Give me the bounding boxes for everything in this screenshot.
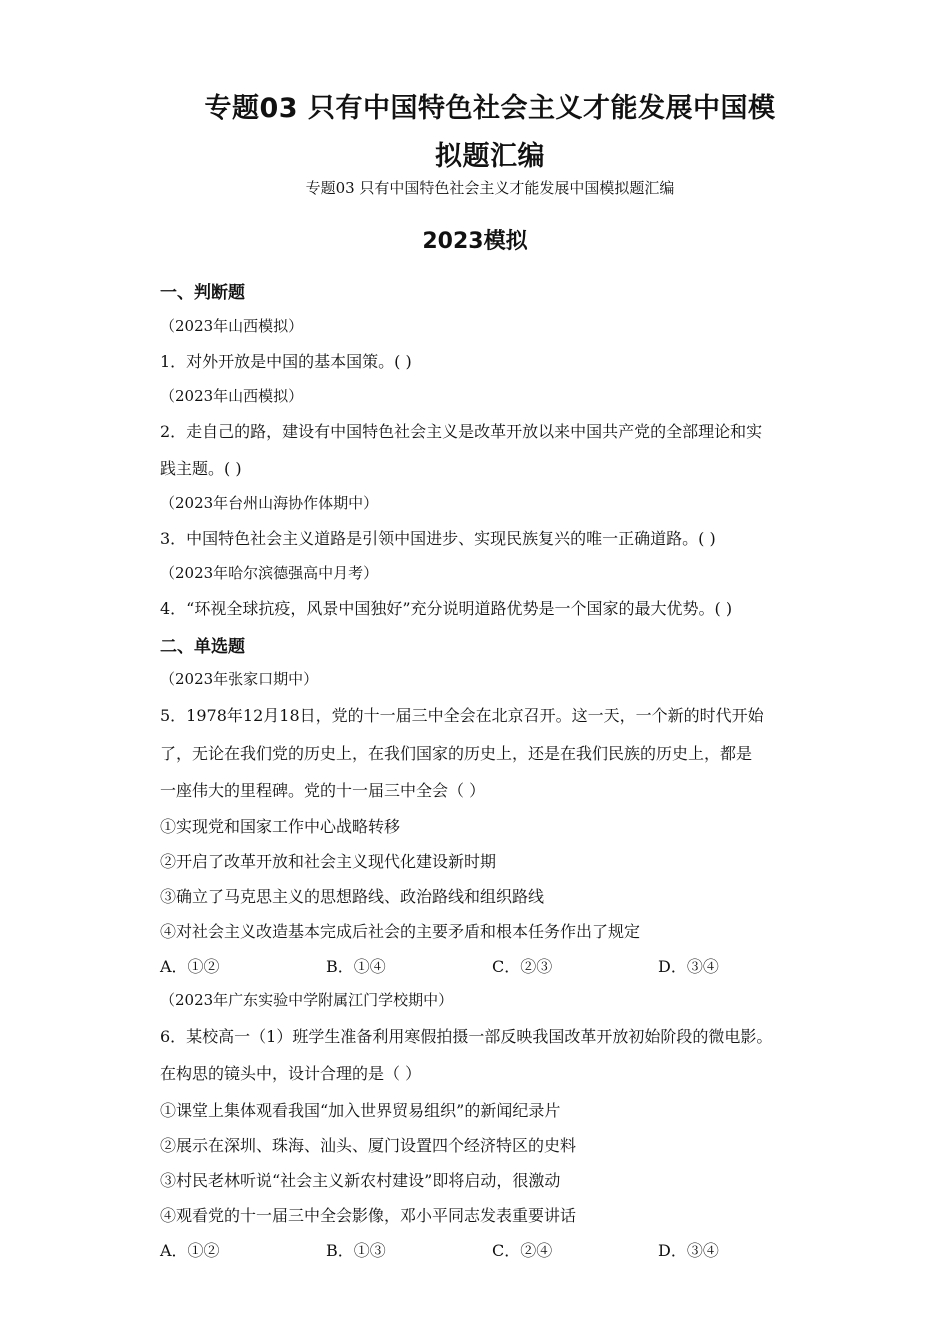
document-title-line2: 拟题汇编 bbox=[435, 141, 545, 172]
question-1-source: （2023年山西模拟） bbox=[160, 317, 304, 335]
question-5-line1: 5．1978年12月18日，党的十一届三中全会在北京召开。这一天，一个新的时代开始 bbox=[160, 706, 764, 725]
question-6-item-1: ①课堂上集体观看我国“加入世界贸易组织”的新闻纪录片 bbox=[160, 1101, 561, 1120]
question-6-line2: 在构思的镜头中，设计合理的是（ ） bbox=[160, 1064, 422, 1083]
question-1-text: 1．对外开放是中国的基本国策。( ) bbox=[160, 352, 412, 371]
question-5-item-2: ②开启了改革开放和社会主义现代化建设新时期 bbox=[160, 852, 497, 871]
question-6-item-2: ②展示在深圳、珠海、汕头、厦门设置四个经济特区的史料 bbox=[160, 1136, 577, 1155]
question-5-option-d: D．③④ bbox=[658, 957, 719, 976]
section-heading-judge: 一、判断题 bbox=[160, 283, 245, 303]
question-5-source: （2023年张家口期中） bbox=[160, 670, 319, 688]
question-5-line3: 一座伟大的里程碑。党的十一届三中全会（ ） bbox=[160, 781, 486, 800]
question-2-line2: 践主题。( ) bbox=[160, 459, 242, 478]
question-5-option-b: B．①④ bbox=[326, 957, 386, 976]
question-4-text: 4．“环视全球抗疫，风景中国独好”充分说明道路优势是一个国家的最大优势。( ) bbox=[160, 599, 733, 618]
question-6-item-3: ③村民老林听说“社会主义新农村建设”即将启动，很激动 bbox=[160, 1171, 561, 1190]
document-title-line1: 专题03 只有中国特色社会主义才能发展中国模 bbox=[204, 93, 776, 124]
question-5-option-a: A．①② bbox=[160, 957, 220, 976]
section-heading-single: 二、单选题 bbox=[160, 637, 245, 657]
question-3-source: （2023年台州山海协作体期中） bbox=[160, 494, 379, 512]
question-4-source: （2023年哈尔滨德强高中月考） bbox=[160, 564, 379, 582]
question-6-option-d: D．③④ bbox=[658, 1241, 719, 1260]
question-2-line1: 2．走自己的路，建设有中国特色社会主义是改革开放以来中国共产党的全部理论和实 bbox=[160, 422, 763, 441]
question-6-option-c: C．②④ bbox=[492, 1241, 553, 1260]
question-3-text: 3．中国特色社会主义道路是引领中国进步、实现民族复兴的唯一正确道路。( ) bbox=[160, 529, 716, 548]
question-5-item-3: ③确立了马克思主义的思想路线、政治路线和组织路线 bbox=[160, 887, 545, 906]
document-subtitle: 专题03 只有中国特色社会主义才能发展中国模拟题汇编 bbox=[305, 179, 675, 197]
question-6-source: （2023年广东实验中学附属江门学校期中） bbox=[160, 991, 454, 1009]
question-5-line2: 了，无论在我们党的历史上，在我们国家的历史上，还是在我们民族的历史上，都是 bbox=[160, 744, 753, 763]
question-5-option-c: C．②③ bbox=[492, 957, 553, 976]
year-heading: 2023模拟 bbox=[422, 229, 528, 254]
question-6-option-a: A．①② bbox=[160, 1241, 220, 1260]
question-6-option-b: B．①③ bbox=[326, 1241, 386, 1260]
question-2-source: （2023年山西模拟） bbox=[160, 387, 304, 405]
question-6-item-4: ④观看党的十一届三中全会影像，邓小平同志发表重要讲话 bbox=[160, 1206, 577, 1225]
question-5-item-4: ④对社会主义改造基本完成后社会的主要矛盾和根本任务作出了规定 bbox=[160, 922, 641, 941]
question-5-item-1: ①实现党和国家工作中心战略转移 bbox=[160, 817, 401, 836]
question-6-line1: 6．某校高一（1）班学生准备利用寒假拍摄一部反映我国改革开放初始阶段的微电影。 bbox=[160, 1027, 773, 1046]
